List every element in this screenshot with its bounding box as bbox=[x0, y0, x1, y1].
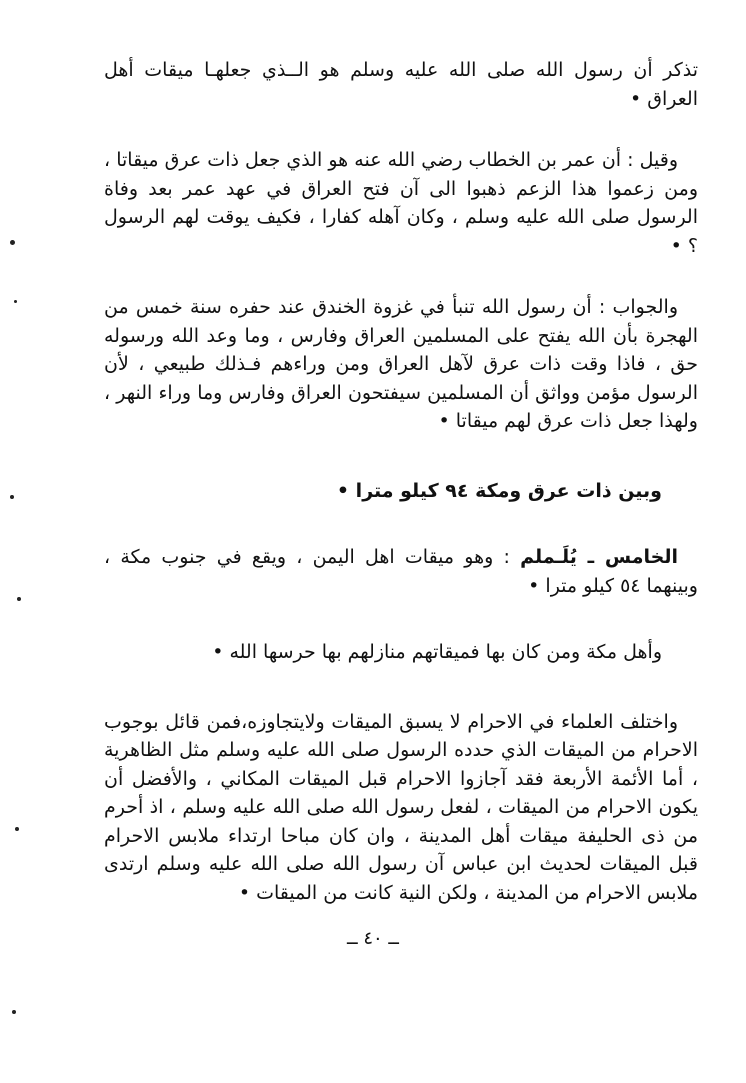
paragraph-2: وقيل : أن عمر بن الخطاب رضي الله عنه هو الذي جعل ذات عرق ميقاتا ، ومن زعموا هذا الزعم ذهبوا الى آن فتح العراق في عهد عمر بعد وفاة الرسول صلى الله عليه وسلم ، وكان آهله كفارا ، فكيف يوقت لهم الرسول ؟ • bbox=[104, 149, 698, 257]
page-number: ــ ٤٠ ــ bbox=[347, 928, 399, 949]
margin-dot-mark bbox=[10, 240, 15, 245]
margin-dot-mark bbox=[14, 300, 17, 303]
paragraph-5-term: الخامس ـ يُلَـملم bbox=[520, 546, 678, 568]
margin-dot-mark bbox=[17, 597, 21, 601]
page-body bbox=[104, 56, 698, 907]
paragraph-6: وأهل مكة ومن كان بها فميقاتهم منازلهم بها حرسها الله • bbox=[212, 641, 662, 663]
paragraph-4: وبين ذات عرق ومكة ٩٤ كيلو مترا • bbox=[336, 479, 662, 502]
paragraph-5 bbox=[104, 543, 698, 600]
margin-dot-mark bbox=[10, 495, 14, 499]
margin-dot-mark bbox=[15, 827, 19, 831]
paragraph-3: والجواب : أن رسول الله تنبأ في غزوة الخندق عند حفره سنة خمس من الهجرة بأن الله يفتح على المسلمين العراق وفارس ، وما وعد الله ورسوله حق ، فاذا وقت ذات عرق لآهل العراق ومن وراءهم فـذلك طبيعي ، لأن الرسول مؤمن وواثق أن المسلمين سيفتحون العراق وفارس وما وراء النهر ، ولهذا جعل ذات عرق لهم ميقاتا • bbox=[104, 296, 698, 432]
paragraph-7: واختلف العلماء في الاحرام لا يسبق الميقات ولايتجاوزه،فمن قائل بوجوب الاحرام من الميقات الذي حدده الرسول صلى الله عليه وسلم مثل الظاهرية ، أما الأئمة الأربعة فقد آجازوا الاحرام قبل الميقات المكاني ، والأفضل أن يكون الاحرام من الميقات ، لفعل رسول الله صلى الله عليه وسلم ، اذ أحرم من ذى الحليفة ميقات أهل المدينة ، وان كان مباحا ارتداء ملابس الاحرام قبل الميقات لحديث ابن عباس آن رسول الله صلى الله عليه وسلم ارتدى ملابس الاحرام من المدينة ، ولكن النية كانت من الميقات • bbox=[104, 710, 698, 904]
paragraph-5-text: : وهو ميقات اهل اليمن ، ويقع في جنوب مكة ، وبينهما ٥٤ كيلو مترا • bbox=[104, 546, 698, 597]
margin-dot-mark bbox=[12, 1010, 16, 1014]
paragraph-1: تذكر أن رسول الله صلى الله عليه وسلم هو الــذي جعلهـا ميقات أهل العراق • bbox=[104, 59, 698, 110]
